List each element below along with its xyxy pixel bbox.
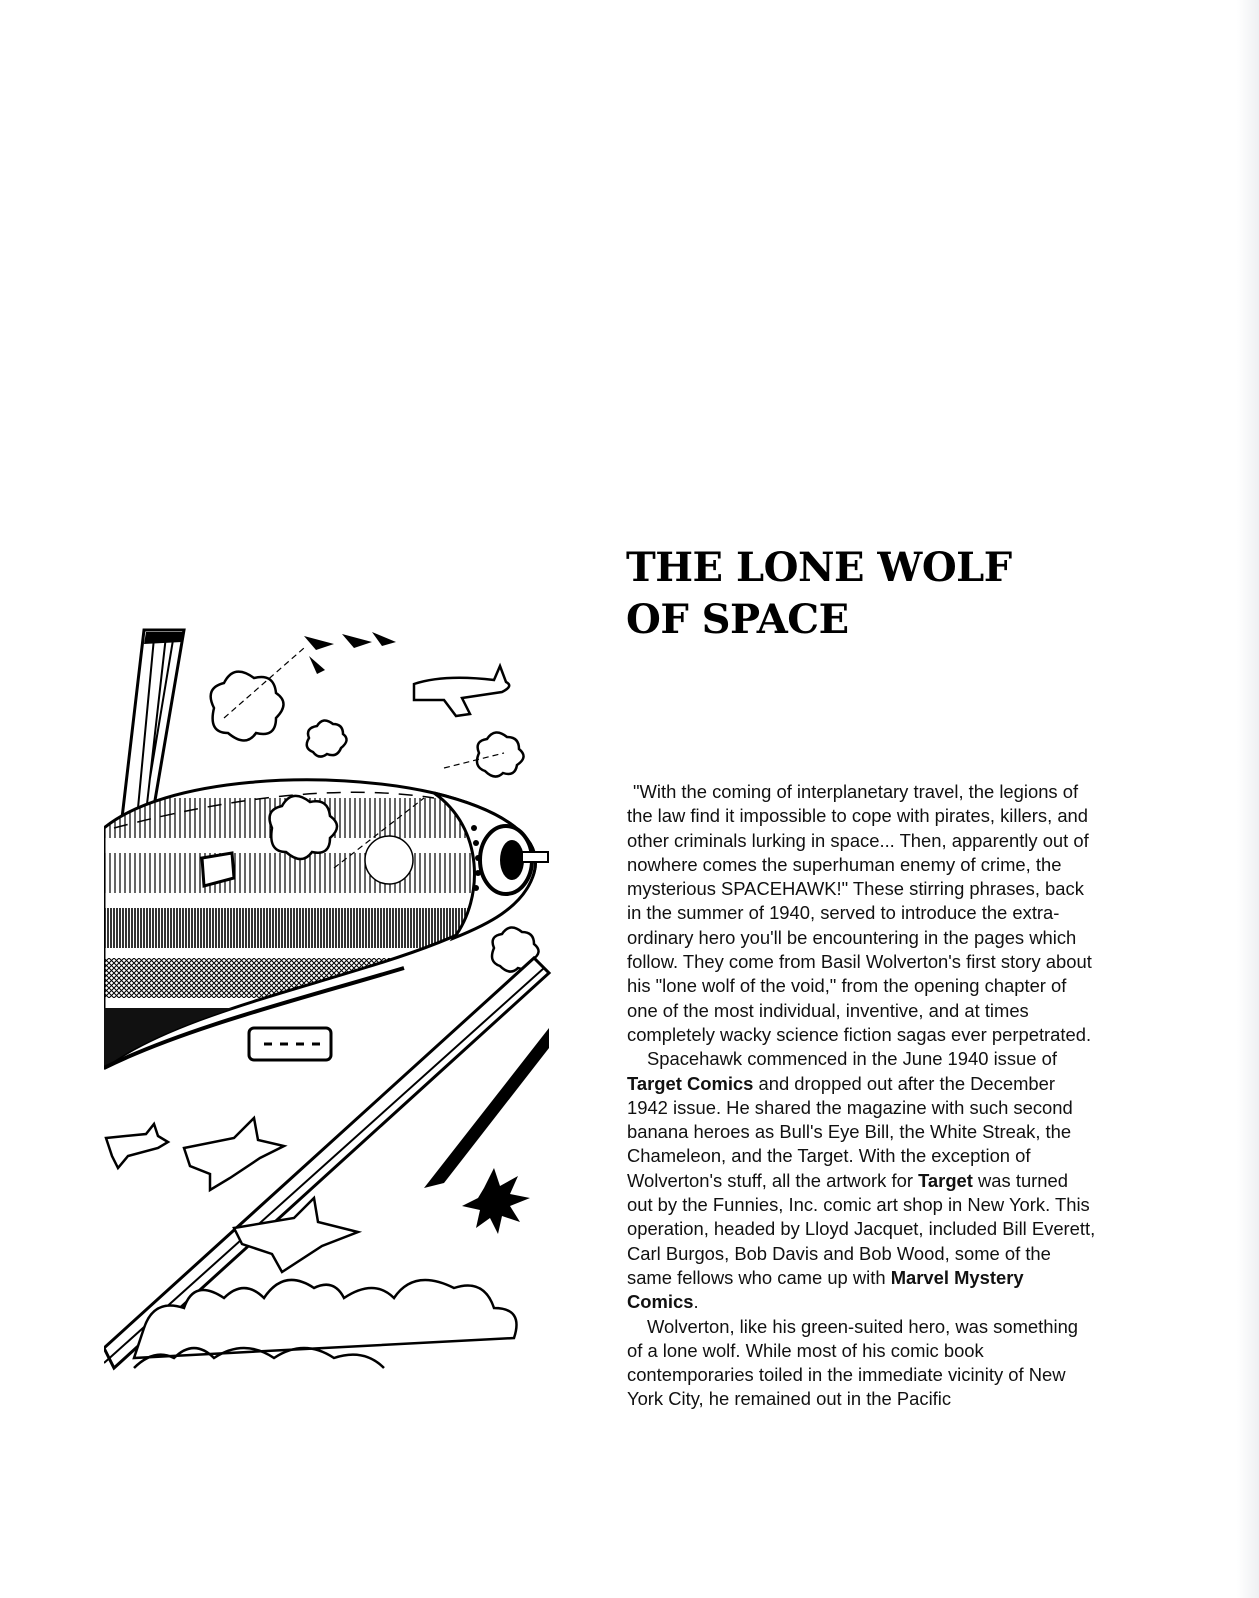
cloud-bank [134,1280,517,1368]
spire [122,630,184,818]
magazine-title: Target Comics [627,1072,754,1094]
magazine-title: Target [918,1169,973,1191]
paragraph-text: Spacehawk commenced in the June 1940 issue of [647,1048,1057,1070]
illustration [104,628,556,1388]
title-line-2: OF SPACE [626,596,849,643]
page-edge-shadow [1237,0,1259,1598]
paragraph-text: "With the coming of interplanetary travel, the legions of the law find it impossible to cope with pirates, killers, and other criminals lurking in space... Then, apparently out of nowhere comes the superhuman enemy of crime, the mysterious SPACEHAWK!" These stirring phrases, back in the summer of 1940, served to introduce the extra-ordinary hero you'll be encountering in the pages which follow. They come from Basil Wolverton's first story about his "lone wolf of the void," from the opening chapter of one of the most individual, inventive, and at times completely wacky science fiction sagas ever perpetrated. [627,781,1092,1045]
title-line-1: THE LONE WOLF [626,544,1012,591]
fighter-planes-top [304,632,509,716]
magazine-title: Marvel Mystery Comics [627,1266,1024,1313]
page-title [626,542,1046,646]
paragraph-text: . [693,1291,699,1313]
paragraph-text: Wolverton, like his green-suited hero, was something of a lone wolf. While most of his comic book contemporaries toiled in the immediate vicinity of New York City, he remained out in the Pacific [627,1315,1079,1410]
paragraph [627,1315,1097,1412]
explosion [462,1168,530,1234]
paragraph [627,780,1097,1047]
article-body [627,780,1097,1412]
paragraph-text: was turned out by the Funnies, Inc. comic art shop in New York. This operation, headed by Lloyd Jacquet, included Bill Everett, Carl Burgos, Bob Davis and Bob Wood, some of the same fellows who came up with [627,1169,1096,1288]
paragraph [627,1047,1097,1314]
paragraph-text: and dropped out after the December 1942 issue. He shared the magazine with such second banana heroes as Bull's Eye Bill, the White Streak, the Chameleon, and the Target. With the exception of Wolverton's stuff, all the artwork for [627,1072,1073,1191]
